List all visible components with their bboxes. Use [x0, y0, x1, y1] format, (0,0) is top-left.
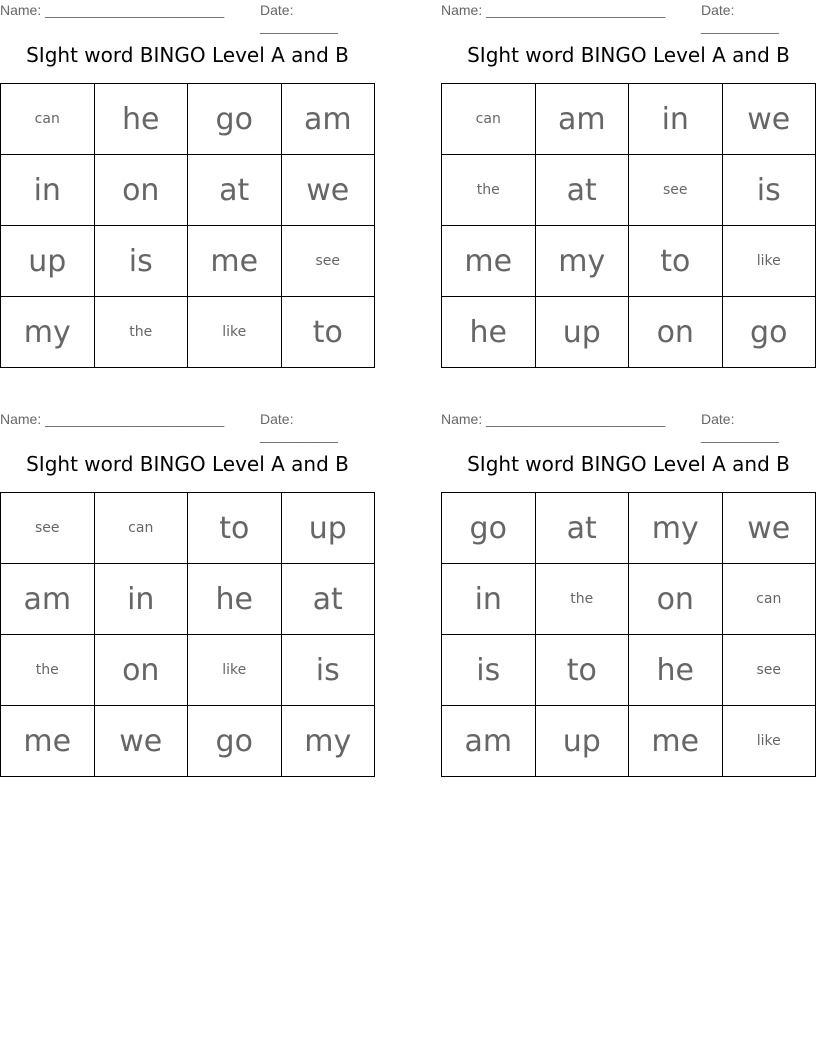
bingo-cell: can [1, 84, 95, 155]
bingo-cell: at [535, 155, 629, 226]
bingo-cell: am [281, 84, 375, 155]
header-line [0, 0, 375, 34]
bingo-cell: in [94, 564, 188, 635]
bingo-cell: see [722, 635, 816, 706]
bingo-cell: me [188, 226, 282, 297]
bingo-row [442, 226, 816, 297]
bingo-row [1, 493, 375, 564]
bingo-cell: he [442, 297, 536, 368]
bingo-cell: up [1, 226, 95, 297]
name-field: Name: _______________________ [0, 2, 225, 18]
bingo-cell: in [629, 84, 723, 155]
bingo-cell: my [629, 493, 723, 564]
header-line [0, 409, 375, 443]
bingo-cell: up [535, 297, 629, 368]
date-field: Date: __________ [260, 411, 338, 443]
bingo-cell: me [1, 706, 95, 777]
bingo-cell: at [188, 155, 282, 226]
bingo-card-3 [0, 409, 375, 759]
bingo-cell: on [94, 155, 188, 226]
bingo-cell: am [535, 84, 629, 155]
bingo-cell: can [722, 564, 816, 635]
bingo-grid [441, 83, 816, 368]
bingo-cell: on [94, 635, 188, 706]
bingo-row [1, 226, 375, 297]
bingo-row [1, 635, 375, 706]
bingo-cell: go [188, 84, 282, 155]
bingo-cell: the [94, 297, 188, 368]
bingo-row [1, 84, 375, 155]
bingo-cell: is [94, 226, 188, 297]
header-line [441, 0, 816, 34]
bingo-cell: go [188, 706, 282, 777]
bingo-cell: the [1, 635, 95, 706]
bingo-cell: at [535, 493, 629, 564]
bingo-cell: is [442, 635, 536, 706]
bingo-cell: to [535, 635, 629, 706]
bingo-row [1, 564, 375, 635]
bingo-cell: up [535, 706, 629, 777]
bingo-cell: like [722, 226, 816, 297]
bingo-cell: my [1, 297, 95, 368]
bingo-cell: go [722, 297, 816, 368]
bingo-cell: we [722, 493, 816, 564]
bingo-cell: see [281, 226, 375, 297]
bingo-cell: we [281, 155, 375, 226]
bingo-row [442, 564, 816, 635]
bingo-cell: me [629, 706, 723, 777]
bingo-row [442, 155, 816, 226]
bingo-cell: see [1, 493, 95, 564]
bingo-cell: he [629, 635, 723, 706]
bingo-cell: the [535, 564, 629, 635]
bingo-row [1, 155, 375, 226]
bingo-card-2 [441, 0, 816, 350]
bingo-grid [0, 83, 375, 368]
date-field: Date: __________ [701, 2, 779, 34]
bingo-cell: in [1, 155, 95, 226]
bingo-cell: to [281, 297, 375, 368]
bingo-cell: is [722, 155, 816, 226]
bingo-row [1, 706, 375, 777]
bingo-cell: see [629, 155, 723, 226]
bingo-cell: am [1, 564, 95, 635]
bingo-row [442, 493, 816, 564]
bingo-row [442, 297, 816, 368]
date-field: Date: __________ [260, 2, 338, 34]
bingo-cell: me [442, 226, 536, 297]
name-field: Name: _______________________ [0, 411, 225, 427]
name-field: Name: _______________________ [441, 411, 666, 427]
bingo-card-1 [0, 0, 375, 350]
card-title: SIght word BINGO Level A and B [467, 452, 790, 476]
card-title: SIght word BINGO Level A and B [26, 43, 349, 67]
bingo-cell: the [442, 155, 536, 226]
bingo-cell: is [281, 635, 375, 706]
bingo-cell: can [442, 84, 536, 155]
bingo-row [442, 706, 816, 777]
bingo-cell: to [629, 226, 723, 297]
bingo-row [1, 297, 375, 368]
bingo-cell: on [629, 564, 723, 635]
bingo-cell: my [281, 706, 375, 777]
bingo-cell: we [94, 706, 188, 777]
bingo-cell: up [281, 493, 375, 564]
bingo-cell: he [188, 564, 282, 635]
bingo-cell: like [188, 635, 282, 706]
bingo-cell: to [188, 493, 282, 564]
bingo-cell: he [94, 84, 188, 155]
bingo-card-4 [441, 409, 816, 759]
bingo-cell: we [722, 84, 816, 155]
bingo-cell: like [188, 297, 282, 368]
bingo-cell: my [535, 226, 629, 297]
bingo-cell: go [442, 493, 536, 564]
bingo-cell: at [281, 564, 375, 635]
bingo-cell: like [722, 706, 816, 777]
bingo-row [442, 635, 816, 706]
bingo-cell: can [94, 493, 188, 564]
bingo-grid [0, 492, 375, 777]
bingo-cell: am [442, 706, 536, 777]
date-field: Date: __________ [701, 411, 779, 443]
bingo-grid [441, 492, 816, 777]
card-title: SIght word BINGO Level A and B [26, 452, 349, 476]
bingo-cell: in [442, 564, 536, 635]
card-title: SIght word BINGO Level A and B [467, 43, 790, 67]
bingo-cell: on [629, 297, 723, 368]
header-line [441, 409, 816, 443]
name-field: Name: _______________________ [441, 2, 666, 18]
bingo-row [442, 84, 816, 155]
